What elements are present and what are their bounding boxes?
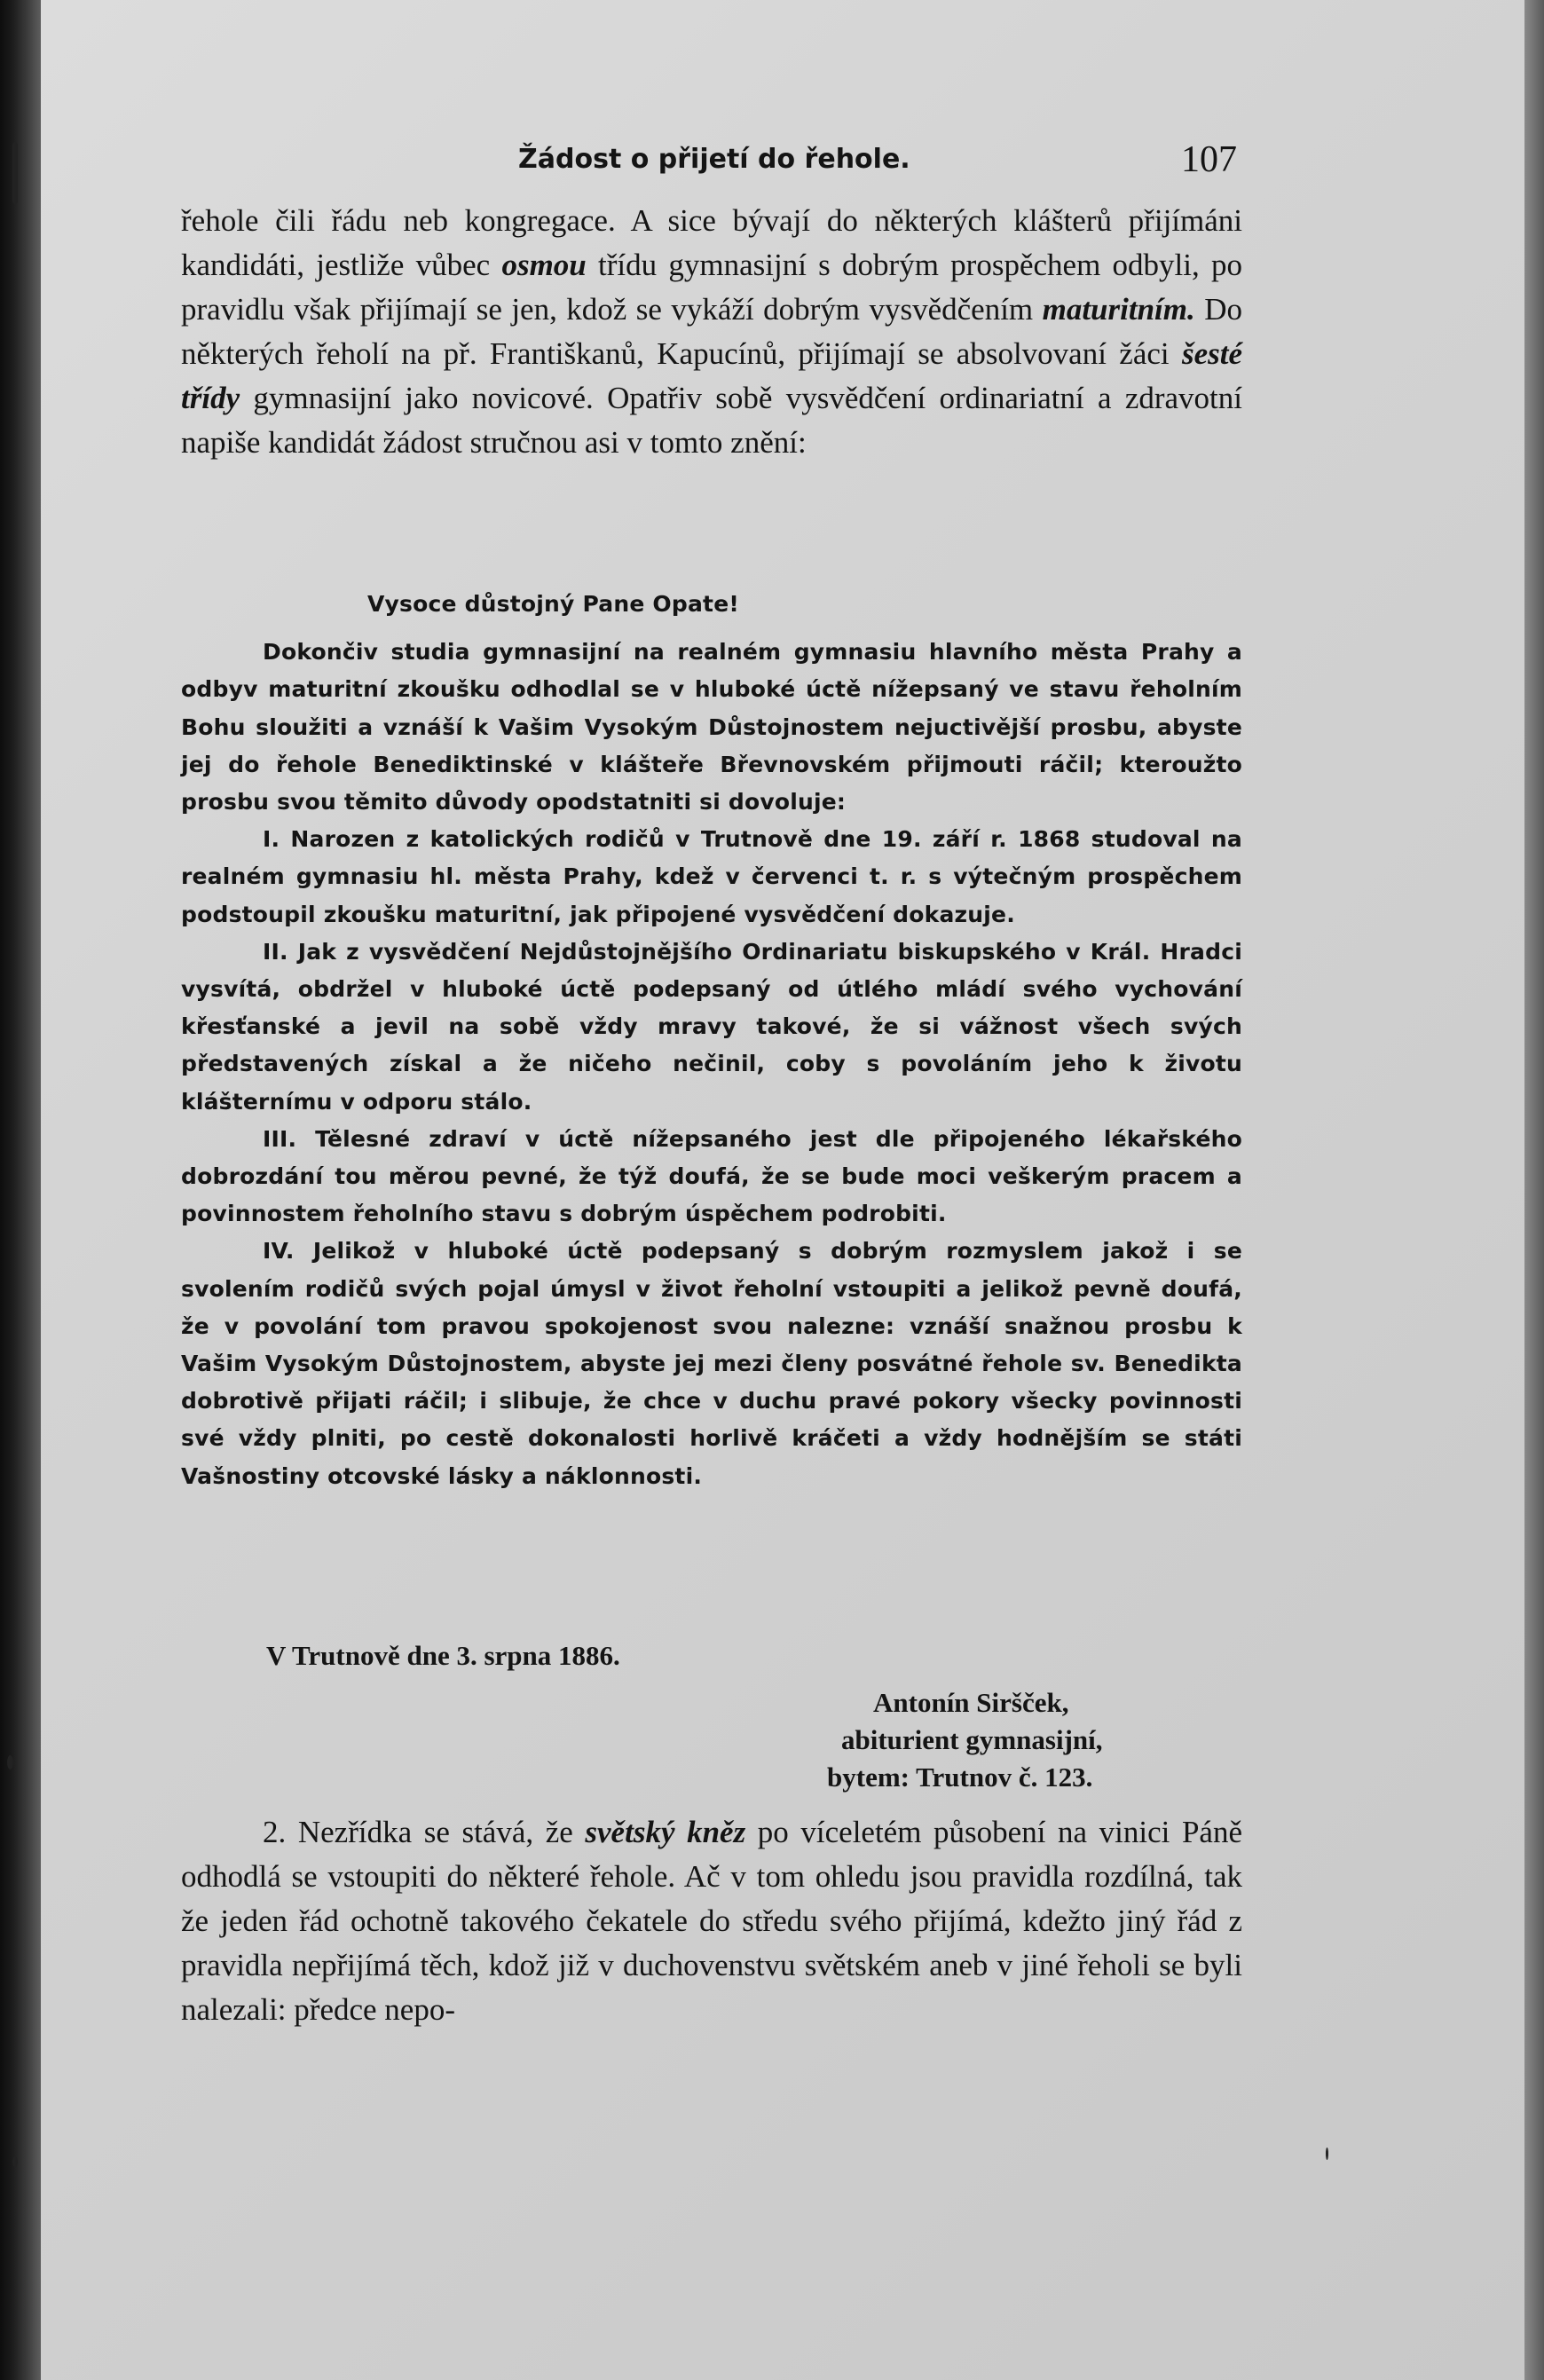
book-binding-shadow [0,0,41,2380]
ink-speck [12,2156,18,2167]
text-run: Do některých řeholí na př. Františkanů, Kapucínů, přijímají se absolvovaní žáci [181,292,1242,371]
text-run: po víceletém působení na vinici Páně odhodlá se vstoupiti do některé řehole. Ač v tom ohledu jsou pravidla rozdílná, tak že jeden řád ochotně takového čekatele do středu svého přijímá, kdežto jiný řád z pravidla nepřijímá těch, kdož již v duchovenstvu světském aneb v jiné řeholi se byli nalezali: předce nepo- [181,1815,1242,2027]
text-run: třídu gymnasijní s dobrým prospěchem odbyli, po pravidlu však přijímají se jen, kdož se vykáží dobrým vysvědčením [181,248,1242,327]
page-number: 107 [1181,139,1237,180]
text-run: 2. Nezřídka se stává, že [263,1815,586,1849]
italic-term: světský kněz [585,1815,746,1849]
signature-title: abiturient gymnasijní, [841,1724,1103,1755]
paragraph [181,1810,1242,2032]
running-title: Žádost o přijetí do řehole. [518,144,910,175]
ink-speck [12,142,18,204]
italic-term: osmou [501,248,587,282]
italic-term: maturitním. [1042,292,1195,327]
page-header [518,138,1237,188]
letter-salutation: Vysoce důstojný Pane Opate! [367,591,739,617]
italic-term: šesté třídy [181,336,1242,415]
opening-paragraph [181,199,1242,465]
letter-point-2: II. Jak z vysvědčení Nejdůstojnějšího Ordinariatu biskupského v Král. Hradci vysvítá, obdržel v hluboké úctě podepsaný od útlého mládí svého vychování křesťanské a jevil na sobě vždy mravy takové, že si vážnost všech svých představených získal a že ničeho nečinil, coby s povoláním jeho k životu klášternímu v odporu stálo. [181,938,1242,1115]
signature-address: bytem: Trutnov č. 123. [827,1761,1093,1793]
letter-intro: Dokončiv studia gymnasijní na realném gymnasiu hlavního města Prahy a odbyv maturitní zkoušku odhodlal se v hluboké úctě nížepsaný ve stavu řeholním Bohu sloužiti a vznáší k Vašim Vysokým Důstojnostem nejuctivější prosbu, abyste jej do řehole Benediktinské v klášteře Břevnovském přijmouti ráčil; kteroužto prosbu svou těmito důvody opodstatniti si dovoluje: [181,639,1242,816]
section-2-paragraph [181,1810,1242,2032]
sample-letter [181,586,1242,1495]
letter-signature [827,1684,1217,1796]
letter-point-3: III. Tělesné zdraví v úctě nížepsaného jest dle připojeného lékařského dobrozdání tou měrou pevné, že týž doufá, že se bude moci veškerým pracem a povinnostem řeholního stavu s dobrým úspěchem podrobiti. [181,1125,1242,1227]
ink-speck [7,1755,13,1769]
signature-name: Antonín Siršček, [873,1687,1069,1718]
text-run: řehole čili řádu neb kongregace. A sice bývají do některých klášterů přijímáni kandidáti, jestliže vůbec [181,203,1242,282]
text-run: gymnasijní jako novicové. Opatřiv sobě vysvědčení ordinariatní a zdravotní napiše kandidát žádost stručnou asi v tomto znění: [181,381,1242,460]
letter-dateline: V Trutnově dne 3. srpna 1886. [266,1640,620,1671]
letter-point-1: I. Narozen z katolických rodičů v Trutnově dne 19. září r. 1868 studoval na realném gymnasiu hl. města Prahy, kdež v červenci t. r. s výtečným prospěchem podstoupil zkoušku maturitní, jak připojené vysvědčení dokazuje. [181,826,1242,927]
ink-speck [1326,2148,1328,2160]
letter-point-4: IV. Jelikož v hluboké úctě podepsaný s dobrým rozmyslem jakož i se svolením rodičů svých pojal úmysl v život řeholní vstoupiti a jelikož pevně doufá, že v povolání tom pravou spokojenost svou nalezne: vznáší snažnou prosbu k Vašim Vysokým Důstojnostem, abyste jej mezi členy posvátné řehole sv. Benedikta dobrotivě přijati ráčil; i slibuje, že chce v duchu pravé pokory všecky povinnosti své vždy plniti, po cestě dokonalosti horlivě kráčeti a vždy hodnějším se státi Vašnostiny otcovské lásky a náklonnosti. [181,1238,1242,1489]
page-edge-shadow [1524,0,1544,2380]
paragraph [181,199,1242,465]
